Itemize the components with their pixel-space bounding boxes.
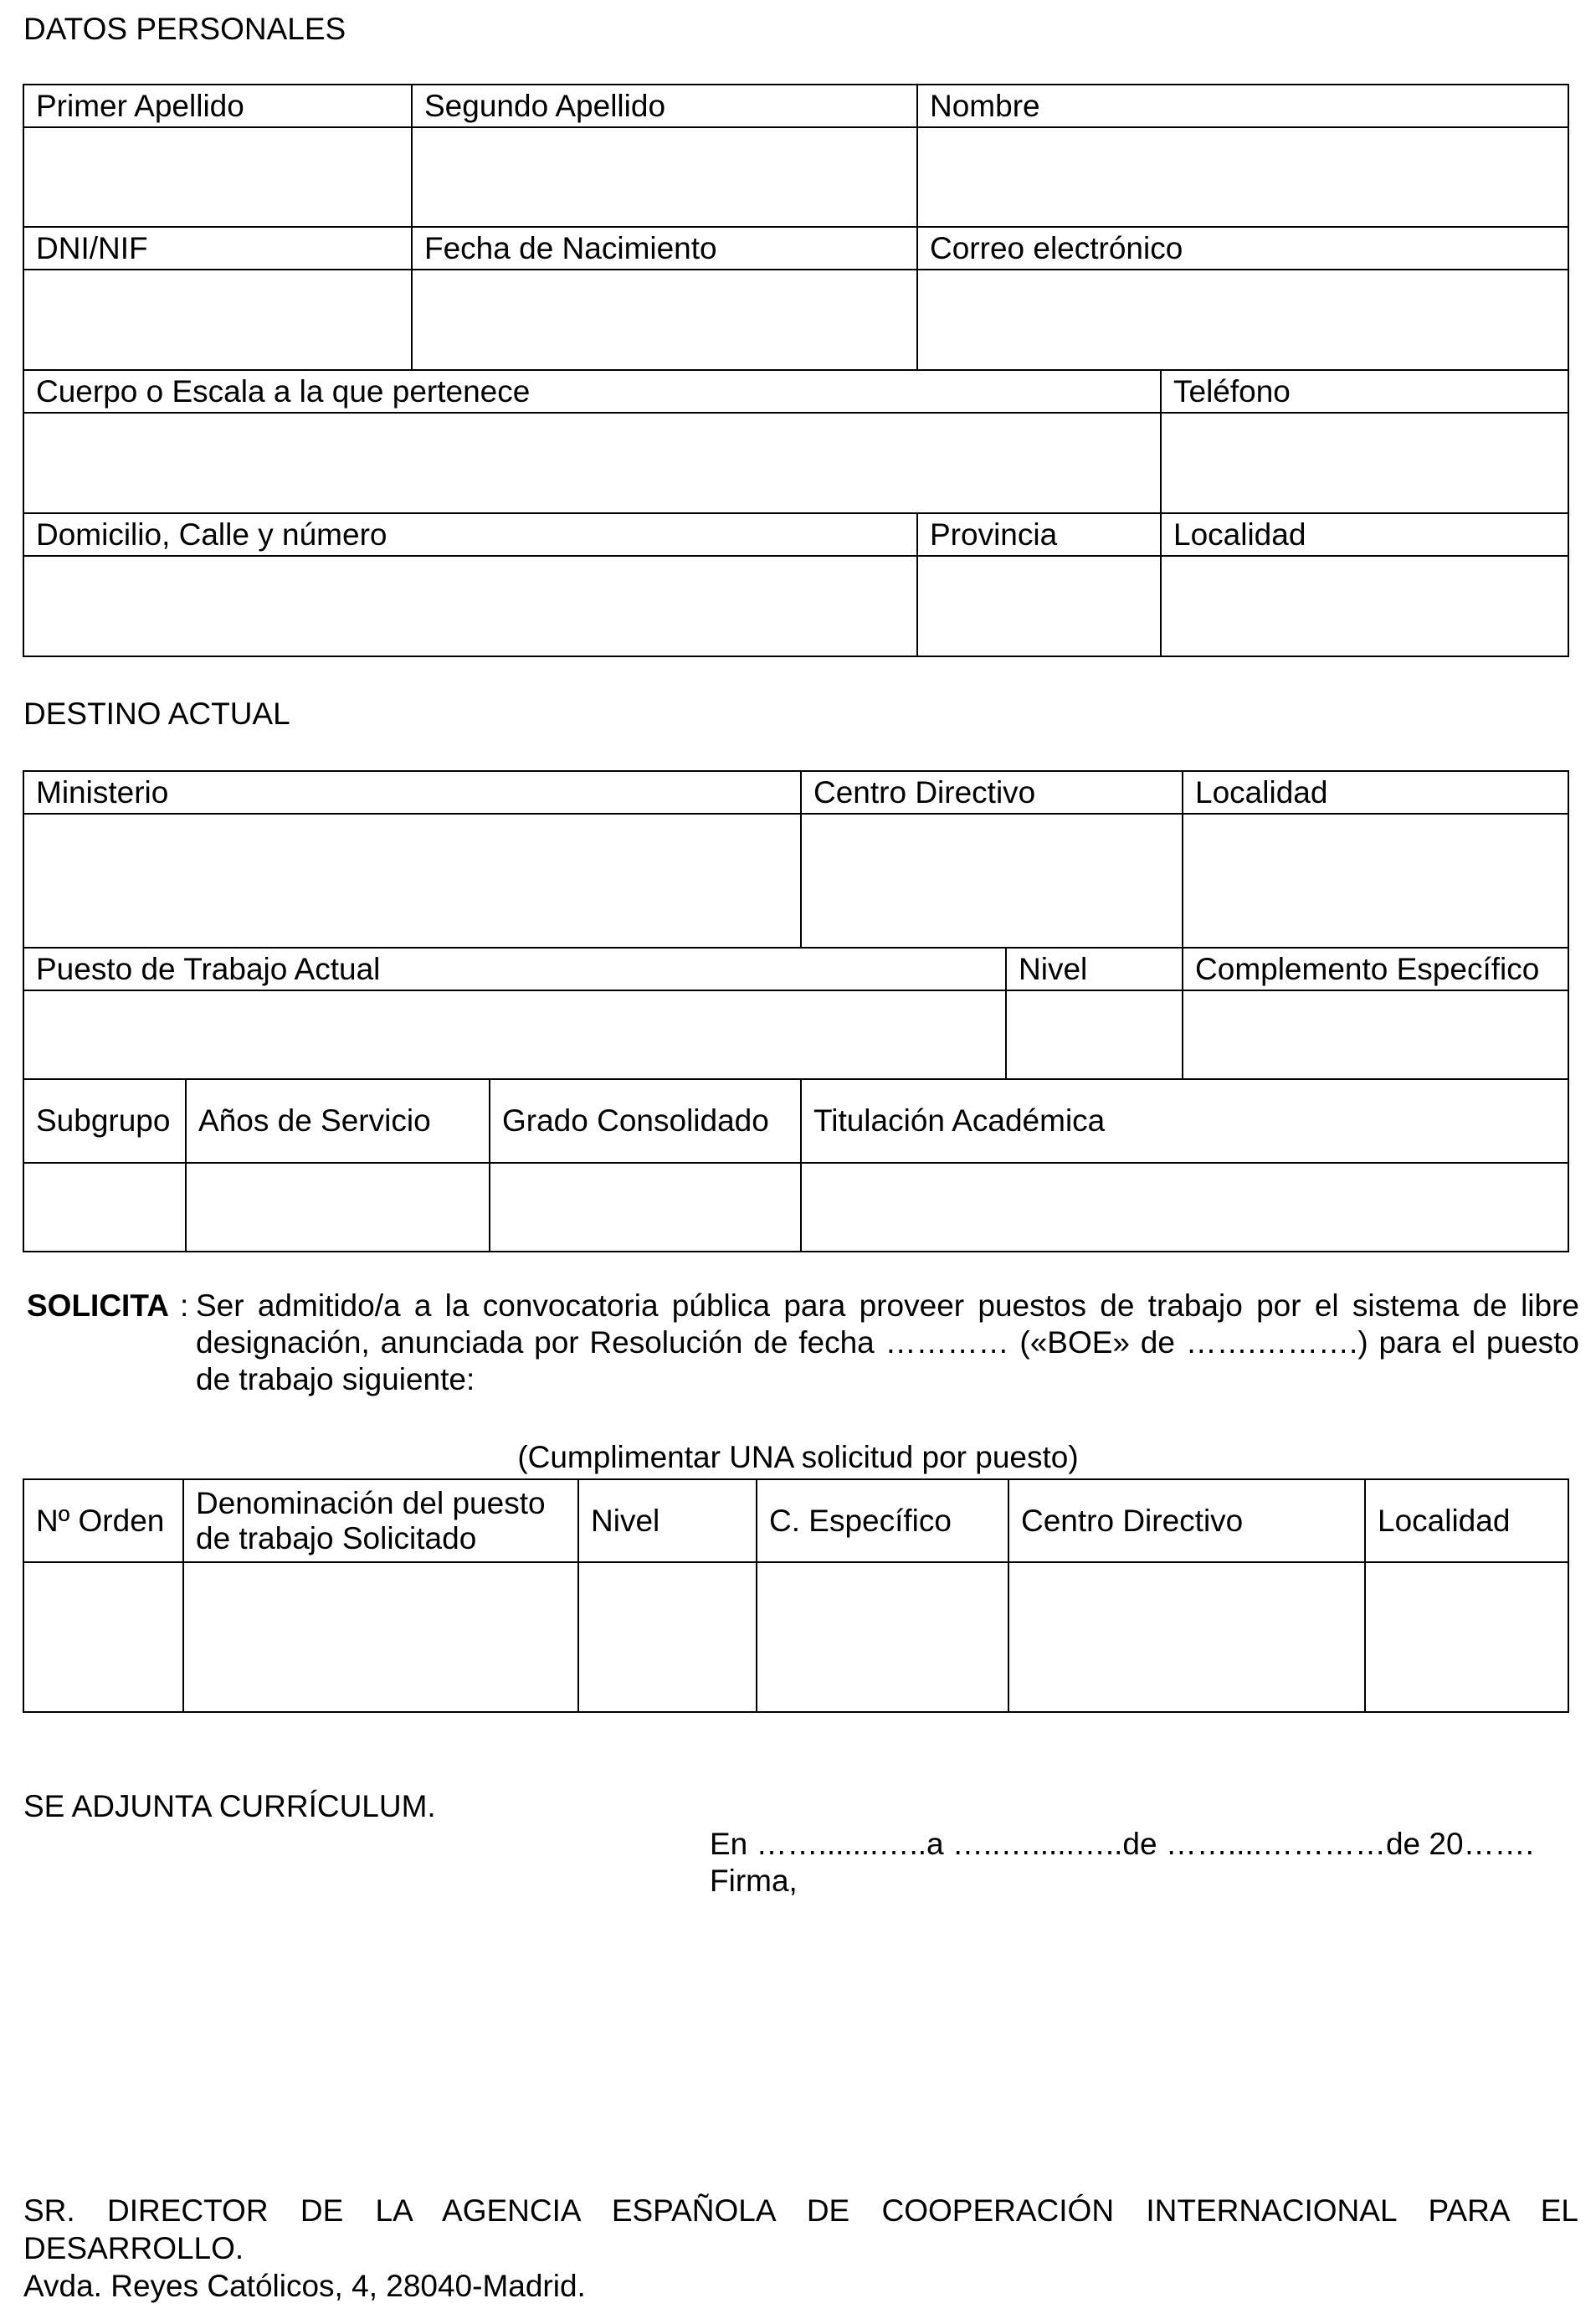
dni-label: DNI/NIF: [23, 227, 412, 270]
grado-field[interactable]: [490, 1163, 801, 1252]
denominacion-header-line-1: Denominación del puesto: [196, 1485, 546, 1520]
denominacion-field[interactable]: [183, 1562, 578, 1712]
domicilio-label: Domicilio, Calle y número: [23, 513, 917, 556]
primer-apellido-label: Primer Apellido: [23, 85, 412, 127]
dni-field[interactable]: [23, 270, 412, 370]
fecha-nacimiento-field[interactable]: [412, 270, 917, 370]
destino-actual-table: [23, 770, 1569, 1252]
orden-header: Nº Orden: [23, 1479, 183, 1562]
localidad-field[interactable]: [1161, 556, 1568, 656]
denominacion-header-line-2: de trabajo Solicitado: [196, 1520, 477, 1555]
orden-field[interactable]: [23, 1562, 183, 1712]
nombre-label: Nombre: [917, 85, 1568, 127]
nombre-field[interactable]: [917, 127, 1568, 227]
especifico-header: C. Específico: [757, 1479, 1008, 1562]
fecha-nacimiento-label: Fecha de Nacimiento: [412, 227, 917, 270]
section-heading-destino-actual: DESTINO ACTUAL: [23, 697, 290, 731]
nivel-solicitado-field[interactable]: [578, 1562, 757, 1712]
subgrupo-field[interactable]: [23, 1163, 186, 1252]
section-heading-datos-personales: DATOS PERSONALES: [23, 12, 346, 46]
footer-line-2: DESARROLLO.: [23, 2231, 244, 2265]
cuerpo-field[interactable]: [23, 413, 1161, 513]
titulacion-label: Titulación Académica: [801, 1079, 1568, 1163]
grado-label: Grado Consolidado: [490, 1079, 801, 1163]
footer-line-1: SR. DIRECTOR DE LA AGENCIA ESPAÑOLA DE COOPERACIÓN INTERNACIONAL PARA EL: [23, 2193, 1578, 2228]
cuerpo-label: Cuerpo o Escala a la que pertenece: [23, 370, 1161, 413]
adjunta-curriculum: SE ADJUNTA CURRÍCULUM.: [23, 1789, 436, 1823]
solicita-line-3: de trabajo siguiente:: [196, 1362, 475, 1396]
segundo-apellido-field[interactable]: [412, 127, 917, 227]
firma-label: Firma,: [710, 1864, 798, 1898]
segundo-apellido-label: Segundo Apellido: [412, 85, 917, 127]
ministerio-field[interactable]: [23, 814, 801, 948]
anos-servicio-label: Años de Servicio: [186, 1079, 490, 1163]
localidad-solicitada-field[interactable]: [1365, 1562, 1568, 1712]
telefono-field[interactable]: [1161, 413, 1568, 513]
correo-label: Correo electrónico: [917, 227, 1568, 270]
footer-line-3: Avda. Reyes Católicos, 4, 28040-Madrid.: [23, 2269, 586, 2303]
anos-servicio-field[interactable]: [186, 1163, 490, 1252]
provincia-field[interactable]: [917, 556, 1161, 656]
especifico-field[interactable]: [757, 1562, 1008, 1712]
puestos-solicitados-table: [23, 1478, 1569, 1713]
nivel-label: Nivel: [1006, 948, 1183, 990]
lugar-fecha: En …….......…..a …..….....…..de ……....…………de 20…….: [710, 1827, 1534, 1861]
titulacion-field[interactable]: [801, 1163, 1568, 1252]
centro-directivo-field[interactable]: [801, 814, 1183, 948]
localidad-destino-label: Localidad: [1183, 771, 1568, 814]
complemento-field[interactable]: [1183, 990, 1568, 1079]
localidad-destino-field[interactable]: [1183, 814, 1568, 948]
provincia-label: Provincia: [917, 513, 1161, 556]
nivel-field[interactable]: [1006, 990, 1183, 1079]
ministerio-label: Ministerio: [23, 771, 801, 814]
primer-apellido-field[interactable]: [23, 127, 412, 227]
correo-field[interactable]: [917, 270, 1568, 370]
cumplimentar-note: (Cumplimentar UNA solicitud por puesto): [517, 1440, 1079, 1474]
denominacion-header: [183, 1479, 578, 1562]
nivel-header: Nivel: [578, 1479, 757, 1562]
localidad-label: Localidad: [1161, 513, 1568, 556]
solicita-line-1: Ser admitido/a a la convocatoria pública para proveer puestos de trabajo por el sistema de libre: [196, 1288, 1579, 1323]
subgrupo-label: Subgrupo: [23, 1079, 186, 1163]
solicita-line-2: designación, anunciada por Resolución de fecha ………… («BOE» de …….……….) para el puesto: [196, 1325, 1579, 1360]
datos-personales-table: [23, 84, 1569, 657]
solicita-colon: :: [180, 1288, 189, 1323]
centro-solicitado-field[interactable]: [1008, 1562, 1365, 1712]
localidad-header: Localidad: [1365, 1479, 1568, 1562]
centro-header: Centro Directivo: [1008, 1479, 1365, 1562]
puesto-actual-label: Puesto de Trabajo Actual: [23, 948, 1006, 990]
puesto-actual-field[interactable]: [23, 990, 1006, 1079]
centro-directivo-label: Centro Directivo: [801, 771, 1183, 814]
complemento-label: Complemento Específico: [1183, 948, 1568, 990]
solicita-label: SOLICITA: [27, 1288, 169, 1323]
destinatario-footer: [23, 2192, 1578, 2305]
domicilio-field[interactable]: [23, 556, 917, 656]
telefono-label: Teléfono: [1161, 370, 1568, 413]
